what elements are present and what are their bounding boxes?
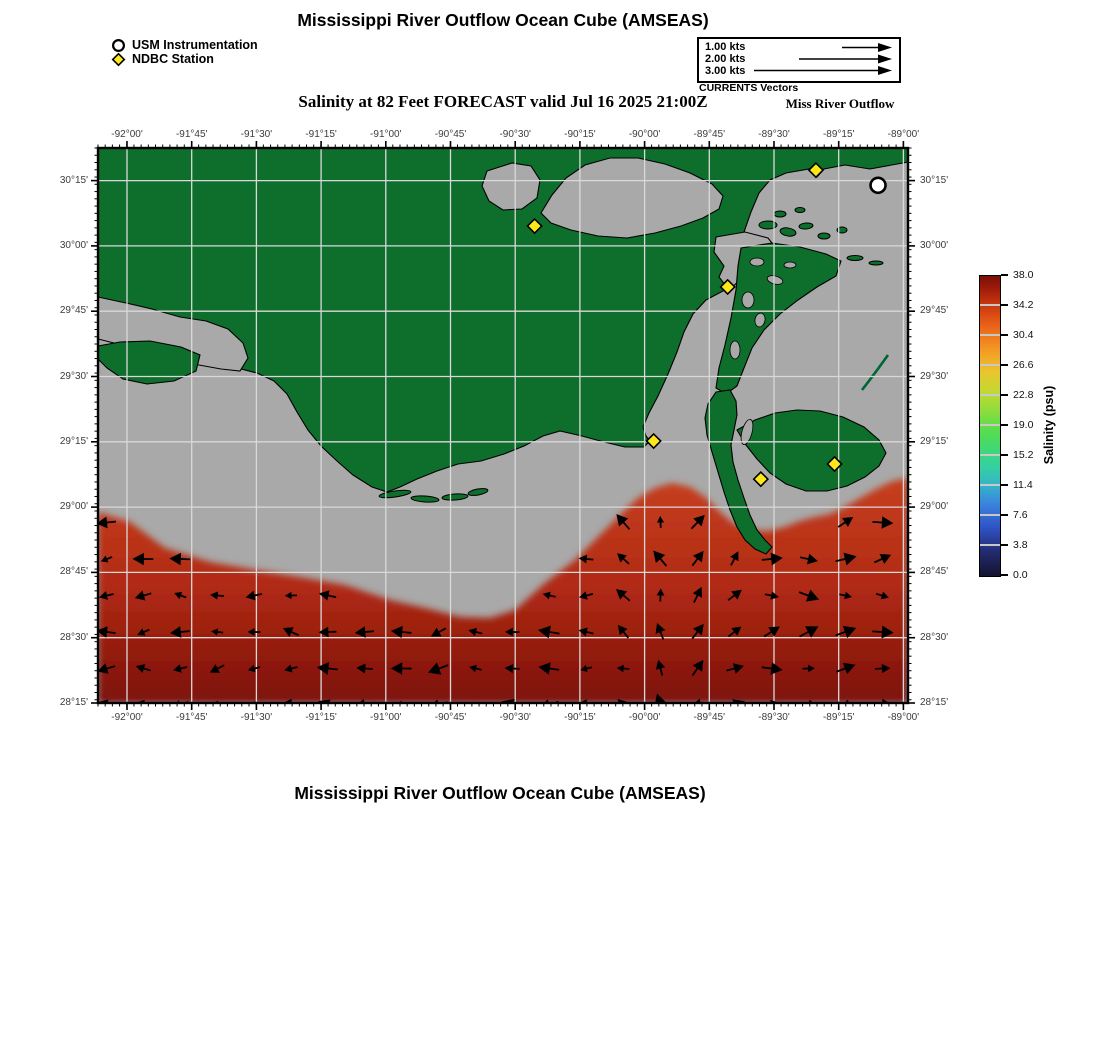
colorbar-tick-label: 7.6	[1013, 508, 1028, 521]
marsh-channel	[742, 292, 754, 308]
legend-usm-label: USM Instrumentation	[132, 38, 258, 52]
colorbar-title: Salinity (psu)	[1042, 385, 1056, 465]
colorbar-tick-label: 15.2	[1013, 448, 1034, 461]
x-axis-tick-label-top: -90°15'	[564, 129, 596, 140]
colorbar-tick-line	[980, 424, 1000, 426]
islet	[818, 233, 830, 239]
usm-station-marker	[871, 178, 886, 193]
x-axis-tick-label-bottom: -89°15'	[822, 712, 855, 723]
colorbar-tick-label: 19.0	[1013, 418, 1034, 431]
colorbar-tick-line	[980, 394, 1000, 396]
y-axis-tick-label-left: 28°45'	[59, 566, 88, 578]
islet	[774, 211, 786, 217]
x-axis-tick-label-top: -91°00'	[370, 129, 402, 140]
colorbar-tick-line	[980, 364, 1000, 366]
colorbar-tick-label: 0.0	[1013, 568, 1028, 581]
x-axis-tick-label-top: -90°45'	[434, 129, 467, 140]
x-axis-tick-label-bottom: -92°00'	[111, 712, 143, 723]
islet	[795, 208, 805, 213]
x-axis-tick-label-top: -92°00'	[111, 129, 143, 140]
x-axis-tick-label-bottom: -90°30'	[499, 712, 531, 723]
colorbar-tick	[1001, 484, 1008, 486]
x-axis-tick-label-top: -90°00'	[628, 129, 661, 140]
marsh-channel	[784, 262, 796, 268]
x-axis-tick-label-top: -89°30'	[758, 129, 790, 140]
colorbar-tick	[1001, 334, 1008, 336]
colorbar-tick-label: 22.8	[1013, 388, 1034, 401]
islet	[869, 261, 883, 265]
x-axis-tick-label-bottom: -90°00'	[628, 712, 661, 723]
x-axis-tick-label-bottom: -91°30'	[240, 712, 273, 723]
y-axis-tick-label-right: 30°15'	[920, 174, 949, 186]
y-axis-tick-label-left: 28°30'	[59, 631, 88, 643]
y-axis-tick-label-right: 29°30'	[920, 370, 949, 382]
marsh-channel	[730, 341, 740, 359]
colorbar-tick-label: 3.8	[1013, 538, 1028, 551]
x-axis-tick-label-top: -90°30'	[499, 129, 531, 140]
y-axis-tick-label-right: 29°45'	[920, 305, 949, 317]
y-axis-tick-label-right: 29°00'	[920, 501, 949, 513]
colorbar-tick	[1001, 574, 1008, 576]
x-axis-tick-label-bottom: -90°45'	[434, 712, 467, 723]
y-axis-tick-label-left: 29°30'	[59, 370, 88, 382]
x-axis-tick-label-top: -89°00'	[887, 129, 920, 140]
y-axis-tick-label-left: 30°00'	[59, 239, 88, 251]
x-axis-tick-label-bottom: -90°15'	[564, 712, 596, 723]
colorbar-tick-label: 34.2	[1013, 298, 1034, 311]
marsh-channel	[750, 258, 764, 266]
colorbar-tick-line	[980, 304, 1000, 306]
colorbar-tick-label: 38.0	[1013, 268, 1034, 281]
region-label: Miss River Outflow	[785, 96, 895, 111]
top-title: Mississippi River Outflow Ocean Cube (AMSEAS)	[297, 10, 709, 30]
colorbar-tick-line	[980, 484, 1000, 486]
colorbar-tick	[1001, 364, 1008, 366]
vector-legend-label-2: 2.00 kts	[705, 53, 746, 65]
y-axis-tick-label-left: 29°00'	[59, 501, 88, 513]
vector-legend-label-3: 3.00 kts	[705, 65, 746, 77]
x-axis-tick-label-top: -89°15'	[822, 129, 855, 140]
colorbar-tick-line	[980, 544, 1000, 546]
colorbar-gradient	[979, 275, 1001, 577]
y-axis-tick-label-left: 30°15'	[59, 174, 88, 186]
colorbar-tick-label: 26.6	[1013, 358, 1034, 371]
x-axis-tick-label-bottom: -89°30'	[758, 712, 790, 723]
forecast-subtitle: Salinity at 82 Feet FORECAST valid Jul 16 2025 21:00Z	[298, 92, 708, 111]
colorbar-tick-line	[980, 454, 1000, 456]
y-axis-tick-label-right: 29°15'	[920, 435, 949, 447]
x-axis-tick-label-bottom: -89°45'	[693, 712, 726, 723]
legend-ndbc-label: NDBC Station	[132, 52, 214, 66]
colorbar-tick	[1001, 454, 1008, 456]
colorbar-tick	[1001, 424, 1008, 426]
bottom-title: Mississippi River Outflow Ocean Cube (AMSEAS)	[294, 783, 706, 803]
vector-legend-label-1: 1.00 kts	[705, 41, 746, 53]
y-axis-tick-label-left: 29°15'	[59, 435, 88, 447]
y-axis-tick-label-left: 29°45'	[59, 305, 88, 317]
colorbar-tick	[1001, 304, 1008, 306]
y-axis-tick-label-right: 28°15'	[920, 697, 949, 708]
colorbar-tick-line	[980, 514, 1000, 516]
x-axis-tick-label-top: -91°45'	[175, 129, 208, 140]
y-axis-tick-label-right: 28°30'	[920, 631, 949, 643]
x-axis-tick-label-bottom: -89°00'	[887, 712, 920, 723]
y-axis-tick-label-right: 28°45'	[920, 566, 949, 578]
x-axis-tick-label-bottom: -91°15'	[305, 712, 337, 723]
x-axis-tick-label-bottom: -91°45'	[175, 712, 208, 723]
colorbar-tick	[1001, 514, 1008, 516]
x-axis-tick-label-bottom: -91°00'	[370, 712, 402, 723]
colorbar-tick	[1001, 544, 1008, 546]
colorbar-tick	[1001, 394, 1008, 396]
colorbar-tick-label: 11.4	[1013, 478, 1033, 491]
x-axis-tick-label-top: -91°15'	[305, 129, 337, 140]
colorbar-tick-label: 30.4	[1013, 328, 1034, 341]
y-axis-tick-label-left: 28°15'	[59, 697, 88, 708]
y-axis-tick-label-right: 30°00'	[920, 239, 949, 251]
colorbar-tick	[1001, 274, 1008, 276]
vector-legend-caption: CURRENTS Vectors	[699, 82, 799, 94]
colorbar-tick-line	[980, 334, 1000, 336]
x-axis-tick-label-top: -91°30'	[240, 129, 273, 140]
x-axis-tick-label-top: -89°45'	[693, 129, 726, 140]
islet	[847, 256, 863, 261]
